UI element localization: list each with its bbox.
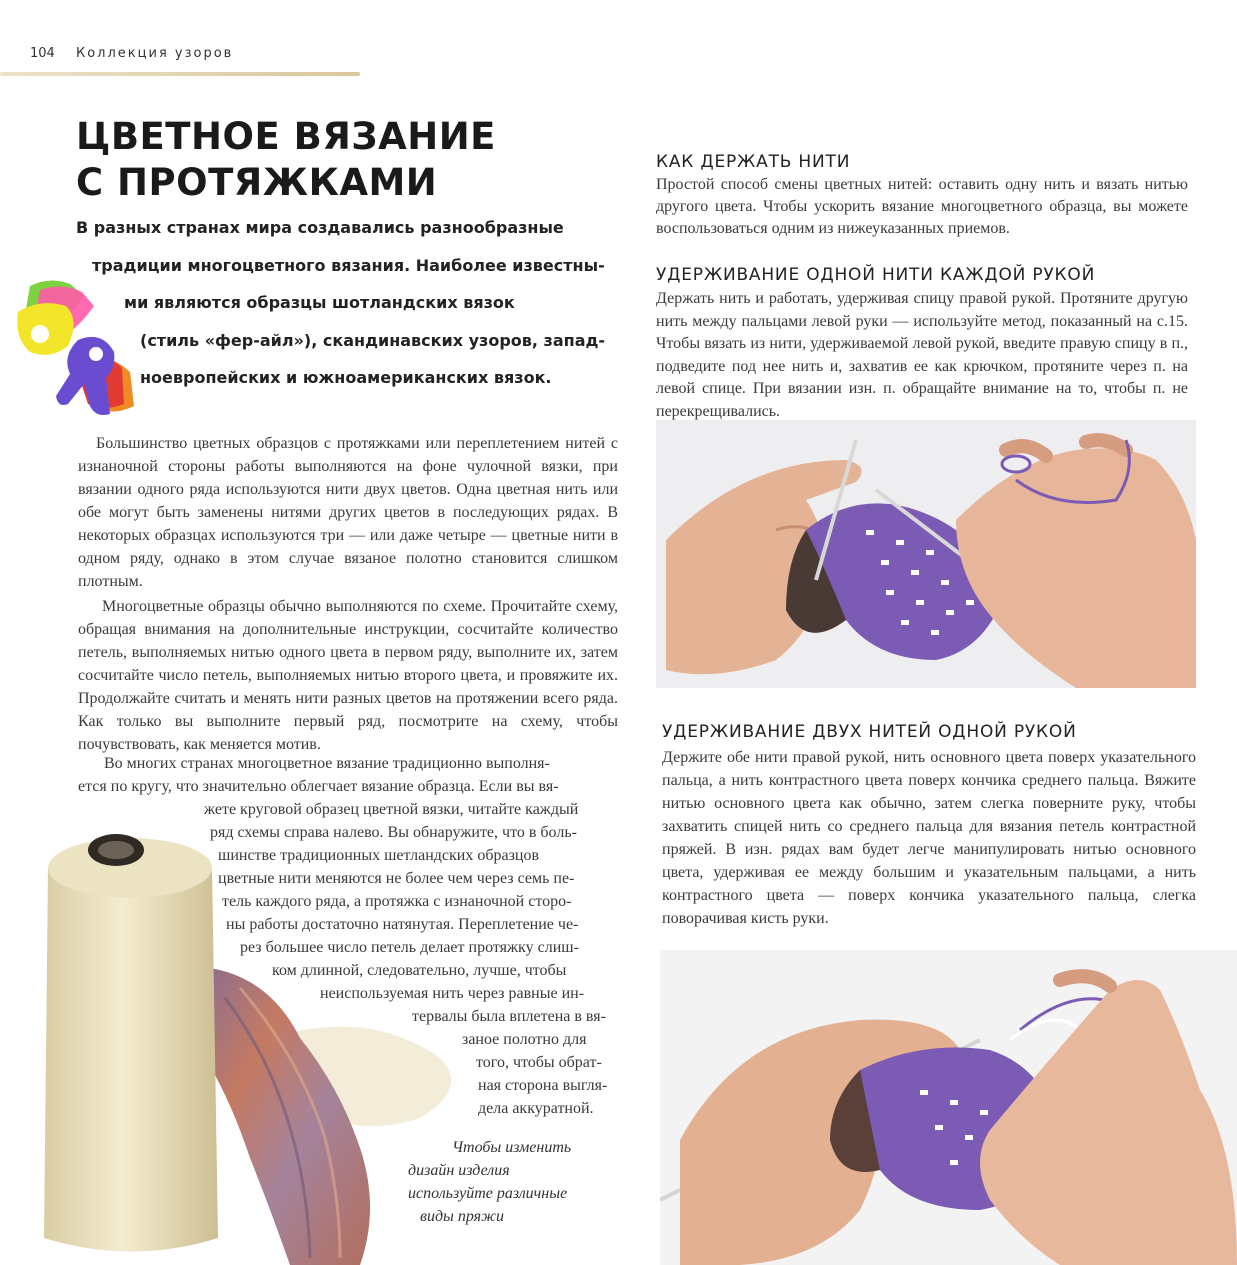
- paragraph-3-line-6: цветные нити меняются не более чем через семь пе-: [218, 870, 575, 887]
- photo-two-yarns-one-hand: [660, 950, 1237, 1265]
- paragraph-2: Многоцветные образцы обычно выполняются по схеме. Прочитайте схему, обращая внимания на дополнительные инструкции, сосчитайте количество петель, выполняемых нитью одного цвета в первом ряду, выполните их, затем сосчитайте число петель, выполняемых нитью второго цвета, и провяжите их. Продолжайте считать и менять нити разных цветов на протяжении всего ряда. Как только вы выполните первый ряд, посмотрите на схему, чтобы почувствовать, как меняется мотив.: [78, 598, 618, 753]
- intro-line-5: ноевропейских и южноамериканских вязок.: [140, 368, 552, 387]
- paragraph-3-line-1: Во многих странах многоцветное вязание традиционно выполня-: [104, 755, 550, 772]
- paragraph-3-line-15: ная сторона выгля-: [478, 1077, 608, 1094]
- header-rule: [0, 72, 360, 76]
- paragraph-3-line-12: тервалы была вплетена в вя-: [412, 1008, 606, 1025]
- paragraph-3-line-11: неиспользуемая нить через равные ин-: [320, 985, 585, 1002]
- left-body-text: [78, 432, 618, 756]
- paragraph-3-line-5: шинстве традиционных шетландских образцов: [218, 847, 540, 864]
- paragraph-3-line-3: жете круговой образец цветной вязки, читайте каждый: [204, 801, 579, 818]
- intro-line-4: (стиль «фер-айл»), скандинавских узоров, запад-: [140, 331, 606, 350]
- caption-line-3: используйте различные: [408, 1185, 568, 1202]
- yarn-cone: [44, 834, 218, 1252]
- paragraph-3-line-7: тель каждого ряда, а протяжка с изнаночной сторо-: [222, 893, 572, 910]
- intro-line-2: традиции многоцветного вязания. Наиболее известны-: [92, 256, 605, 275]
- intro-line-3: ми являются образцы шотландских вязок: [124, 293, 515, 312]
- paragraph-1: Большинство цветных образцов с протяжками или переплетением нитей с изнаночной стороны работы выполняются на фоне чулочной вязки, при вязании одного ряда используются нити двух цветов. Одна цветная нить или обе могут быть заменены нитями других цветов в последующих рядах. В некоторых образцах используются три — или даже четыре — цветные нити в одном ряду, однако в этом случае вязаное полотно становится слишком плотным.: [78, 435, 618, 590]
- variegated-skein: [205, 968, 370, 1265]
- section-text-holding-yarns: Простой способ смены цветных нитей: оставить одну нить и вязать нитью другого цвета. Чтобы ускорить вязание многоцветного образца, вы можете воспользоваться одним из нижеуказанных приемов.: [656, 176, 1188, 237]
- section-heading-holding-yarns: КАК ДЕРЖАТЬ НИТИ: [656, 152, 851, 172]
- section-text-two-yarns-one-hand: Держите обе нити правой рукой, нить основного цвета поверх указательного пальца, а нить контрастного цвета поверх кончика среднего пальца. Вяжите нитью основного цвета как обычно, затем слегка поверните руку, чтобы захватить спицей нить со среднего пальца для вязания петель контрастной пряжей. В изн. рядах вам будет легче манипулировать нитью основного цвета, удерживая ее между большим и указательным пальцами, а нить контрастного цвета — поверх кончика указательного пальца, слегка поворачивая кисть руки.: [662, 749, 1196, 927]
- section-heading-one-yarn-each-hand: УДЕРЖИВАНИЕ ОДНОЙ НИТИ КАЖДОЙ РУКОЙ: [656, 265, 1096, 285]
- paragraph-3-line-8: ны работы достаточно натянутая. Переплетение че-: [226, 916, 579, 933]
- caption-line-2: дизайн изделия: [408, 1162, 510, 1179]
- paragraph-3-line-13: заное полотно для: [462, 1031, 587, 1048]
- section-text-one-yarn-each-hand: Держать нить и работать, удерживая спицу правой рукой. Протяните другую нить между пальцами левой руки — используйте метод, показанный на с.15. Чтобы вязать из нити, удерживаемой левой рукой, введите правую спицу в п., подведите под нее нить и, захватив ее как крючком, протяните через п. на левой спице. При вязании изн. п. обращайте внимание на то, чтобы п. не перекрещивались.: [656, 290, 1188, 420]
- caption-line-1: Чтобы изменить: [452, 1139, 572, 1156]
- paragraph-3-line-16: дела аккуратной.: [478, 1100, 594, 1117]
- bobbin-purple: [56, 337, 114, 415]
- page-title: [76, 114, 636, 206]
- paragraph-3-line-9: рез большее число петель делает протяжку слиш-: [240, 939, 579, 956]
- bobbin-yellow: [17, 303, 73, 355]
- page-title-line2: С ПРОТЯЖКАМИ: [76, 161, 438, 204]
- paragraph-3-line-10: ком длинной, следовательно, лучше, чтобы: [272, 962, 567, 979]
- yarn-bobbins-image: [10, 276, 140, 421]
- paragraph-3-line-14: того, чтобы обрат-: [476, 1054, 602, 1071]
- running-title: Коллекция узоров: [76, 46, 234, 61]
- page-number: 104: [30, 46, 55, 61]
- paragraph-3-line-4: ряд схемы справа налево. Вы обнаружите, что в боль-: [210, 824, 577, 841]
- page-title-line1: ЦВЕТНОЕ ВЯЗАНИЕ: [76, 115, 496, 158]
- section-heading-two-yarns-one-hand: УДЕРЖИВАНИЕ ДВУХ НИТЕЙ ОДНОЙ РУКОЙ: [662, 722, 1077, 742]
- paragraph-3-line-2: ется по кругу, что значительно облегчает вязание образца. Если вы вя-: [78, 778, 559, 795]
- caption-line-4: виды пряжи: [420, 1208, 504, 1225]
- intro-line-1: В разных странах мира создавались разнообразные: [76, 218, 564, 237]
- photo-one-yarn-each-hand: [656, 420, 1196, 688]
